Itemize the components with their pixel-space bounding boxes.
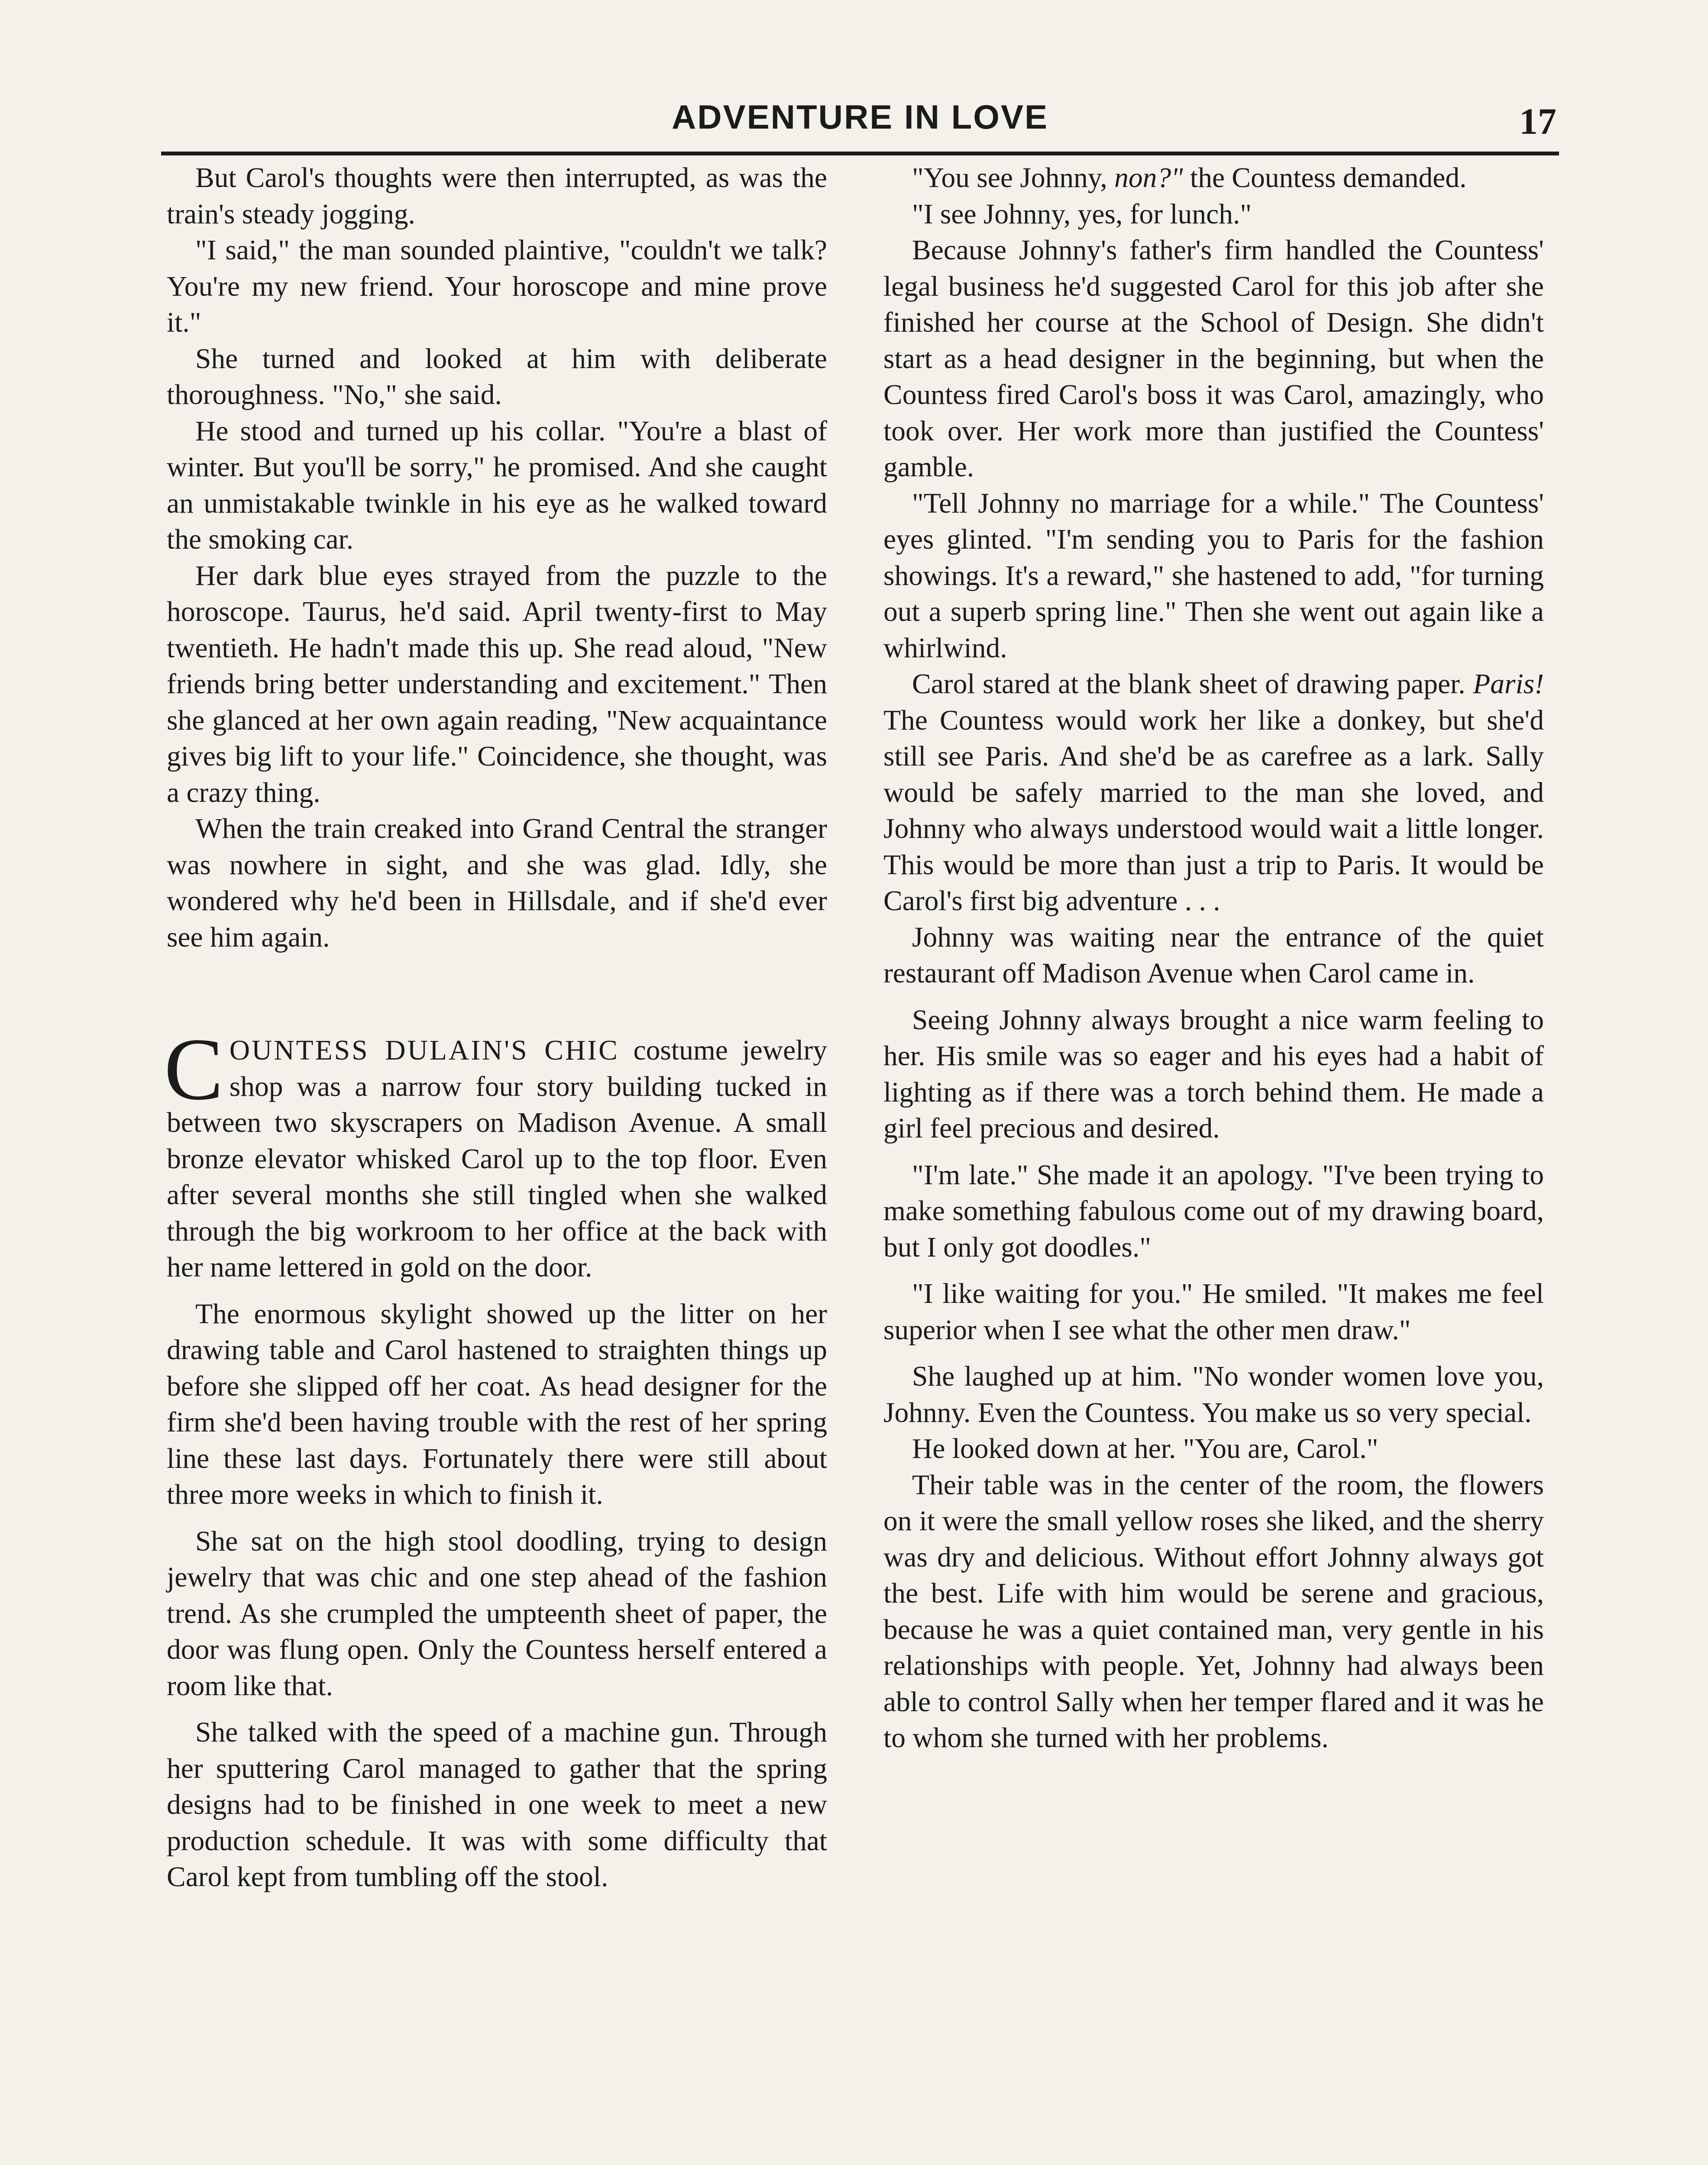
running-title: ADVENTURE IN LOVE (671, 98, 1049, 136)
paragraph: Seeing Johnny always brought a nice warm feeling to her. His smile was so eager and his eyes had a habit of lighting as if there was a torch behind them. He made a girl feel precious and desired. (883, 1004, 1544, 1144)
left-column (164, 160, 827, 1896)
paragraph (883, 160, 1544, 197)
paragraph-text: the Countess demanded. (1183, 162, 1467, 194)
page-header (161, 91, 1559, 152)
paragraph (883, 666, 1544, 920)
paragraph: He stood and turned up his collar. "You're a blast of winter. But you'll be sorry," he promised. And she caught an unmistakable twinkle in his eye as he walked toward the smoking car. (167, 415, 827, 555)
drop-cap: C (164, 1020, 223, 1118)
paragraph: She laughed up at him. "No wonder women love you, Johnny. Even the Countess. You make us so very special. (883, 1361, 1544, 1428)
paragraph: Their table was in the center of the room, the flowers on it were the small yellow roses she liked, and the sherry was dry and delicious. Without effort Johnny always got the best. Life with him would be serene and gracious, because he was a quiet contained man, very gentle in his relationships with people. Yet, Johnny had always been able to control Sally when her temper flared and it was he to whom she turned with her problems. (883, 1469, 1544, 1754)
paragraph: "I like waiting for you." He smiled. "It makes me feel superior when I see what the other men draw." (883, 1278, 1544, 1346)
paragraph: "Tell Johnny no marriage for a while." The Countess' eyes glinted. "I'm sending you to Paris for the fashion showings. It's a reward," she hastened to add, "for turning out a superb spring line." Then she went out again like a whirlwind. (883, 488, 1544, 664)
header-rule (161, 152, 1559, 155)
italic-text: non?" (1114, 162, 1183, 194)
italic-text: Paris! (1473, 669, 1544, 700)
paragraph-text: The Countess would work her like a donkey, but she'd still see Paris. And she'd be as carefree as a lark. Sally would be safely married to the man she loved, and Johnny who always understood would wait a little longer. This would be more than just a trip to Paris. It would be Carol's first big adventure . . . (883, 704, 1544, 917)
paragraph: "I said," the man sounded plaintive, "couldn't we talk? You're my new friend. Your horoscope and mine prove it." (167, 235, 827, 338)
paragraph: Because Johnny's father's firm handled the Countess' legal business he'd suggested Carol for this job after she finished her course at the School of Design. She didn't start as a head designer in the beginning, but when the Countess fired Carol's boss it was Carol, amazingly, who took over. Her work more than justified the Countess' gamble. (883, 235, 1544, 483)
paragraph: Her dark blue eyes strayed from the puzzle to the horoscope. Taurus, he'd said. April twenty-first to May twentieth. He hadn't made this up. She read aloud, "New friends bring better understanding and excitement." Then she glanced at her own again reading, "New acquaintance gives big lift to your life." Coincidence, she thought, was a crazy thing. (167, 560, 827, 808)
right-column (883, 160, 1544, 1757)
paragraph: He looked down at her. "You are, Carol." (912, 1433, 1378, 1464)
paragraph-text: Carol stared at the blank sheet of drawing paper. (912, 669, 1473, 700)
paragraph: "I'm late." She made it an apology. "I've been trying to make something fabulous come out of my drawing board, but I only got doodles." (883, 1159, 1544, 1263)
page-number: 17 (1519, 100, 1556, 142)
section-opening-paragraph (164, 1020, 827, 1286)
lead-in: OUNTESS DULAIN'S CHIC (229, 1035, 619, 1066)
paragraph-text: costume jewelry shop was a narrow four story building tucked in between two skyscrapers on Madison Avenue. A small bronze elevator whisked Carol up to the top floor. Even after several months she still tingled when she walked through the big workroom to her office at the back with her name lettered in gold on the door. (167, 1035, 827, 1283)
paragraph: She talked with the speed of a machine gun. Through her sputtering Carol managed to gather that the spring designs had to be finished in one week to meet a new production schedule. It was with some difficulty that Carol kept from tumbling off the stool. (167, 1717, 827, 1893)
paragraph-text: "You see Johnny, (912, 162, 1115, 194)
paragraph: She turned and looked at him with deliberate thoroughness. "No," she said. (167, 343, 827, 410)
paragraph: "I see Johnny, yes, for lunch." (912, 198, 1252, 230)
paragraph: She sat on the high stool doodling, trying to design jewelry that was chic and one step ahead of the fashion trend. As she crumpled the umpteenth sheet of paper, the door was flung open. Only the Countess herself entered a room like that. (167, 1525, 827, 1702)
paragraph: When the train creaked into Grand Central the stranger was nowhere in sight, and she was glad. Idly, she wondered why he'd been in Hillsdale, and if she'd ever see him again. (167, 813, 827, 953)
paragraph: Johnny was waiting near the entrance of the quiet restaurant off Madison Avenue when Carol came in. (883, 921, 1544, 989)
paragraph: But Carol's thoughts were then interrupted, as was the train's steady jogging. (167, 162, 827, 230)
paragraph: The enormous skylight showed up the litter on her drawing table and Carol hastened to straighten things up before she slipped off her coat. As head designer for the firm she'd been having trouble with the rest of her spring line these last days. Fortunately there were still about three more weeks in which to finish it. (167, 1298, 827, 1510)
